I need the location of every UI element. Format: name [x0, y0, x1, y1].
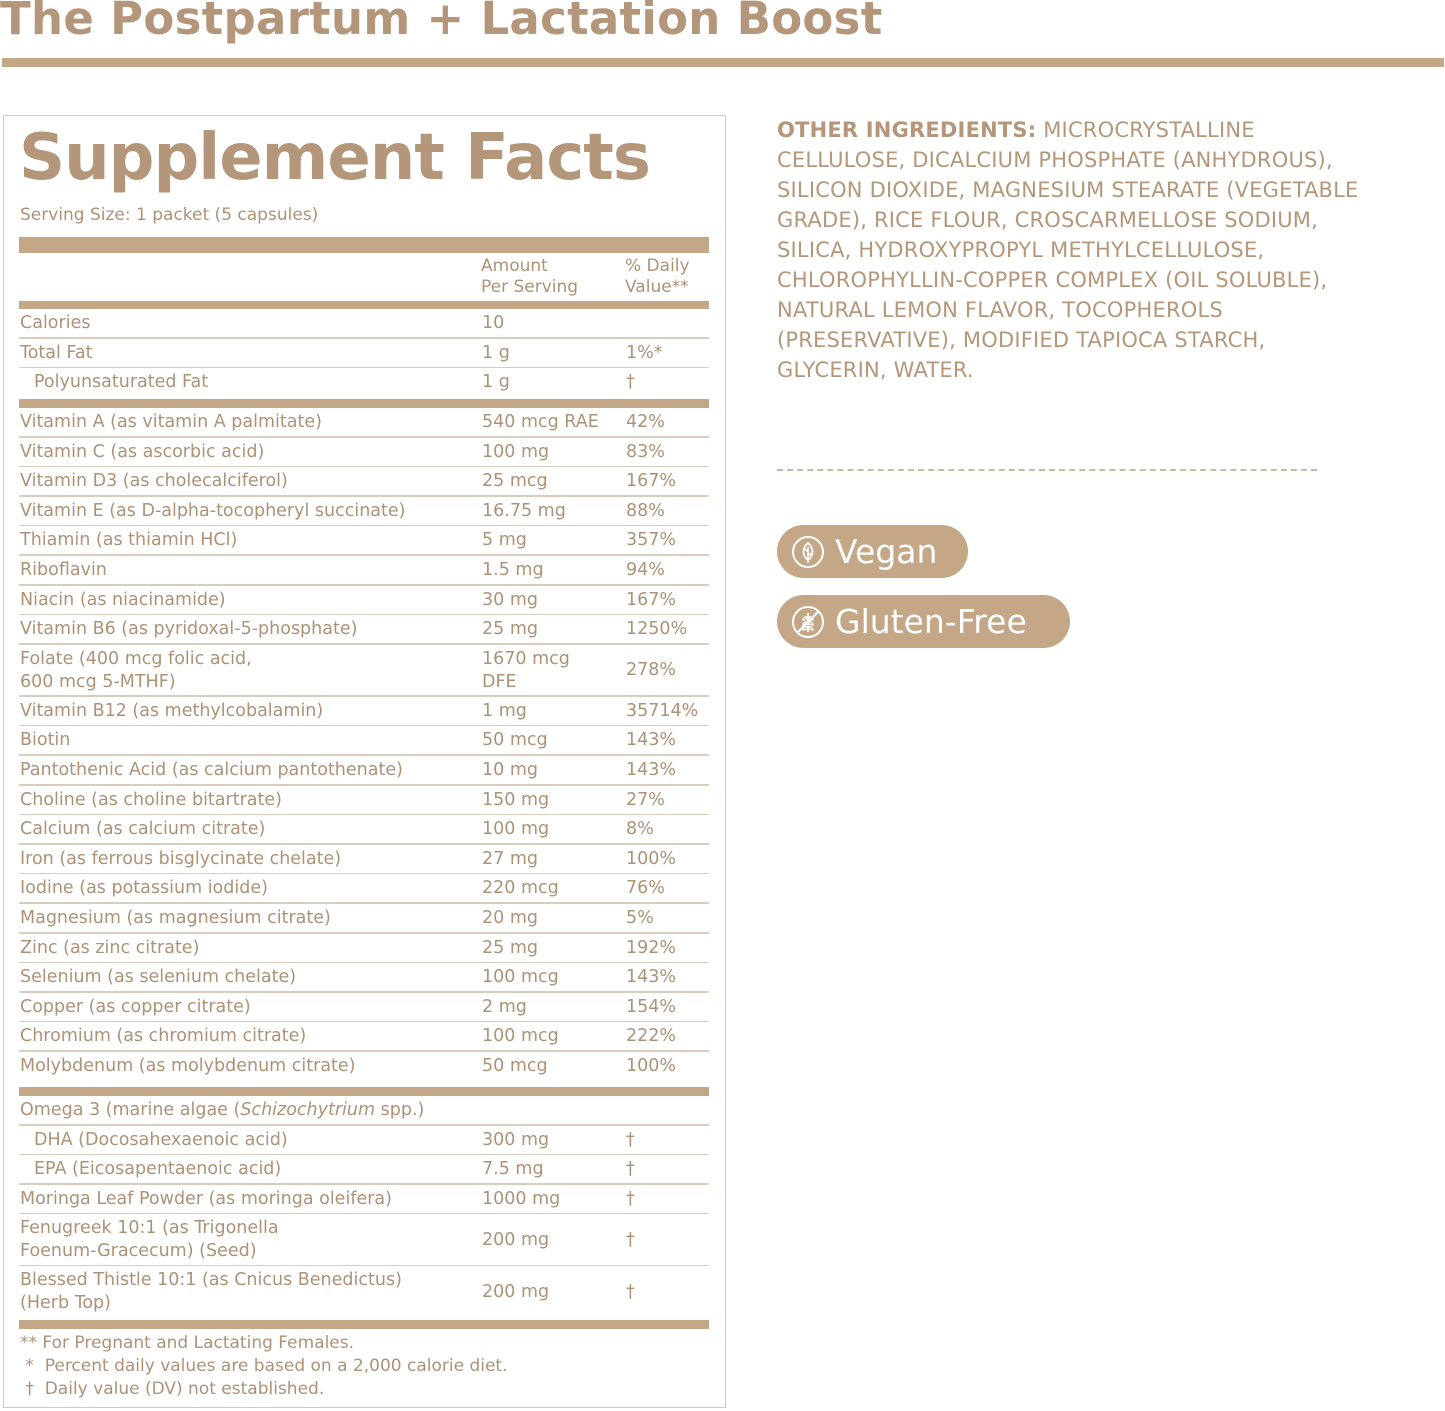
- nutrient-daily-value: 27%: [626, 789, 665, 810]
- nutrient-daily-value: 100%: [626, 1056, 677, 1076]
- nutrient-name-line: Biotin: [20, 730, 71, 751]
- nutrient-amount: [482, 818, 549, 841]
- nutrient-name-line: Blessed Thistle 10:1 (as Cnicus Benedictus): [20, 1270, 402, 1291]
- nutrient-name: [20, 441, 264, 464]
- nutrient-amount-line: 1 g: [482, 372, 510, 393]
- column-header-amount: [481, 256, 578, 298]
- table-row: [19, 408, 709, 438]
- nutrient-daily-value: 357%: [626, 530, 677, 551]
- nutrient-name: [34, 1129, 288, 1152]
- nutrient-name-line: Vitamin A (as vitamin A palmitate): [20, 412, 322, 432]
- nutrient-amount-line: 2 mg: [482, 996, 527, 1017]
- nutrient-name-line: Copper (as copper citrate): [20, 996, 251, 1017]
- table-row: [19, 786, 709, 816]
- nutrient-name-line: Foenum-Gracecum) (Seed): [20, 1241, 257, 1262]
- nutrient-name-line: EPA (Eicosapentaenoic acid): [34, 1159, 282, 1180]
- table-row: [19, 309, 709, 339]
- nutrient-name-part: Omega 3 (marine algae (: [20, 1100, 241, 1120]
- nutrient-name: [20, 500, 406, 523]
- nutrient-daily-value: 76%: [626, 878, 665, 899]
- footnote: † Daily value (DV) not established.: [20, 1379, 325, 1399]
- nutrient-amount: [482, 996, 527, 1019]
- wheat-icon: [791, 605, 825, 639]
- table-row: [19, 726, 709, 756]
- nutrient-name-line: Selenium (as selenium chelate): [20, 967, 297, 988]
- nutrient-name-line: Thiamin (as thiamin HCl): [20, 530, 238, 551]
- nutrient-name: [20, 1188, 392, 1211]
- nutrient-amount: [482, 1229, 549, 1252]
- nutrient-amount: [482, 500, 566, 523]
- nutrient-daily-value: 154%: [626, 996, 677, 1017]
- table-row: [19, 874, 709, 904]
- nutrient-amount: [482, 729, 548, 752]
- nutrient-amount-line: 16.75 mg: [482, 500, 566, 521]
- nutrient-name: [20, 907, 331, 930]
- table-row: [19, 556, 709, 586]
- nutrient-name: [20, 312, 90, 335]
- nutrient-name-part: spp.): [375, 1100, 425, 1120]
- nutrient-amount-line: 50 mcg: [482, 1056, 548, 1076]
- nutrient-daily-value: 143%: [626, 730, 677, 751]
- other-ingredients-text: MICROCRYSTALLINE CELLULOSE, DICALCIUM PHOSPHATE (ANHYDROUS), SILICON DIOXIDE, MAGNESIUM STEARATE (VEGETABLE GRADE), RICE FLOUR, CROSCARMELLOSE SODIUM, SILICA, HYDROXYPROPYL METHYLCELLULOSE, CHLOROPHYLLIN-COPPER COMPLEX (OIL SOLUBLE), NATURAL LEMON FLAVOR, TOCOPHEROLS (PRESERVATIVE), MODIFIED TAPIOCA STARCH, GLYCERIN, WATER.: [777, 118, 1359, 382]
- nutrient-amount: [482, 1188, 560, 1211]
- nutrient-daily-value: 100%: [626, 848, 677, 869]
- nutrient-name: [20, 877, 268, 900]
- nutrient-name-line: Vitamin E (as D-alpha-tocopheryl succinate): [20, 500, 406, 521]
- nutrient-name: [20, 470, 288, 493]
- nutrient-amount: [482, 966, 559, 989]
- other-ingredients-label: OTHER INGREDIENTS:: [777, 118, 1037, 142]
- nutrient-amount: [482, 1129, 549, 1152]
- table-row: [19, 756, 709, 786]
- table-row: [19, 615, 709, 645]
- nutrient-name-line: Pantothenic Acid (as calcium pantothenate): [20, 760, 403, 780]
- table-row: [19, 526, 709, 556]
- gluten-free-badge-label: Gluten-Free: [835, 602, 1027, 641]
- nutrient-daily-value: †: [626, 372, 635, 393]
- nutrient-amount-line: 1000 mg: [482, 1188, 561, 1209]
- nutrient-amount-line: 200 mg: [482, 1281, 550, 1302]
- nutrient-name-line: (Herb Top): [20, 1293, 111, 1314]
- nutrient-name: [20, 996, 251, 1019]
- nutrient-amount-line: 30 mg: [482, 589, 538, 610]
- nutrient-amount: [482, 529, 527, 552]
- nutrient-name: [20, 818, 265, 841]
- nutrient-amount: [482, 589, 538, 612]
- nutrient-amount: [482, 371, 510, 394]
- nutrient-daily-value: 5%: [626, 908, 654, 928]
- nutrient-daily-value: 167%: [626, 471, 677, 492]
- nutrient-daily-value: 1%*: [626, 342, 663, 363]
- footnotes: [20, 1332, 508, 1401]
- nutrient-amount: [482, 441, 549, 464]
- nutrient-amount: [482, 1158, 544, 1181]
- nutrient-name: [20, 1269, 402, 1315]
- nutrient-name: [20, 1025, 306, 1048]
- table-row: [19, 904, 709, 934]
- nutrient-name: [20, 729, 70, 752]
- nutrient-daily-value: 83%: [626, 441, 665, 462]
- title-rule: [2, 58, 1444, 67]
- nutrient-name: [20, 1055, 356, 1078]
- table-row: [19, 1096, 709, 1126]
- column-header-amount-line1: Amount: [481, 256, 548, 276]
- footnote: ** For Pregnant and Lactating Females.: [20, 1333, 355, 1353]
- nutrient-amount-line: 150 mg: [482, 789, 550, 810]
- table-row: [19, 339, 709, 369]
- table-row: [19, 815, 709, 845]
- nutrient-amount-line: DFE: [482, 671, 517, 692]
- nutrient-amount-line: 220 mcg: [482, 878, 559, 899]
- leaf-icon: [791, 535, 825, 569]
- nutrient-daily-value: 278%: [626, 660, 677, 681]
- nutrient-amount-line: 300 mg: [482, 1129, 550, 1150]
- nutrient-name: [20, 848, 341, 871]
- nutrient-amount: [482, 789, 549, 812]
- section-divider-vitamins: [19, 1087, 709, 1096]
- table-row: [19, 963, 709, 993]
- nutrient-amount: [482, 907, 538, 930]
- nutrient-amount: [482, 342, 510, 365]
- nutrient-amount-line: 25 mcg: [482, 471, 548, 492]
- nutrient-amount: [482, 877, 559, 900]
- nutrient-daily-value: †: [626, 1281, 635, 1302]
- nutrient-name-italic: Schizochytrium: [240, 1100, 376, 1120]
- nutrient-daily-value: †: [626, 1188, 635, 1209]
- nutrient-name: [20, 1217, 279, 1263]
- nutrient-name: [20, 700, 323, 723]
- nutrient-amount-line: 200 mg: [482, 1229, 550, 1250]
- nutrient-amount-line: 540 mcg RAE: [482, 412, 599, 432]
- nutrient-amount-line: 100 mg: [482, 441, 550, 462]
- nutrient-amount-line: 100 mg: [482, 819, 550, 840]
- footnote: * Percent daily values are based on a 2,000 calorie diet.: [20, 1356, 508, 1376]
- nutrient-amount: [482, 937, 538, 960]
- nutrient-name-line: Fenugreek 10:1 (as Trigonella: [20, 1218, 279, 1239]
- nutrient-daily-value: 192%: [626, 937, 677, 958]
- nutrient-amount: [482, 1025, 559, 1048]
- nutrient-name-line: Total Fat: [20, 342, 93, 363]
- nutrient-amount-line: 1670 mcg: [482, 648, 570, 669]
- nutrient-amount-line: 25 mg: [482, 619, 538, 640]
- nutrient-daily-value: 88%: [626, 500, 665, 521]
- nutrient-amount: [482, 559, 544, 582]
- nutrient-name-line: Niacin (as niacinamide): [20, 589, 226, 610]
- nutrient-daily-value: 143%: [626, 967, 677, 988]
- nutrient-daily-value: 143%: [626, 760, 677, 780]
- other-ingredients: [777, 115, 1377, 385]
- nutrient-name: [20, 648, 252, 694]
- nutrient-name-line: Vitamin D3 (as cholecalciferol): [20, 471, 288, 492]
- vegan-badge: [777, 525, 968, 578]
- table-row: [19, 1155, 709, 1185]
- table-row: [19, 993, 709, 1023]
- nutrient-amount: [482, 759, 538, 782]
- nutrient-name-line: Iron (as ferrous bisglycinate chelate): [20, 848, 342, 869]
- nutrient-amount-line: 1.5 mg: [482, 560, 544, 580]
- nutrient-daily-value: †: [626, 1159, 635, 1180]
- nutrient-daily-value: 42%: [626, 412, 665, 432]
- nutrient-name-line: Zinc (as zinc citrate): [20, 937, 200, 958]
- nutrient-name: [34, 1158, 281, 1181]
- nutrient-amount-line: 20 mg: [482, 908, 538, 928]
- table-row: [19, 845, 709, 875]
- section-divider-bottom: [19, 1320, 709, 1329]
- table-row: [19, 934, 709, 964]
- nutrient-name-line: Magnesium (as magnesium citrate): [20, 908, 331, 928]
- nutrient-daily-value: 222%: [626, 1026, 677, 1047]
- nutrient-daily-value: †: [626, 1229, 635, 1250]
- column-header-amount-line2: Per Serving: [481, 277, 579, 297]
- nutrient-amount: [482, 470, 548, 493]
- table-row: [19, 368, 709, 398]
- nutrient-daily-value: 167%: [626, 589, 677, 610]
- nutrient-amount-line: 27 mg: [482, 848, 538, 869]
- nutrient-name: [20, 618, 357, 641]
- nutrient-name-line: DHA (Docosahexaenoic acid): [34, 1129, 288, 1150]
- nutrient-name-line: Moringa Leaf Powder (as moringa oleifera): [20, 1188, 392, 1209]
- vegan-badge-label: Vegan: [835, 532, 938, 571]
- nutrient-name-line: Choline (as choline bitartrate): [20, 789, 282, 810]
- nutrient-daily-value: 1250%: [626, 619, 688, 640]
- column-header-dv-line1: % Daily: [625, 256, 690, 276]
- nutrient-amount: [482, 312, 504, 335]
- header-bar-thick: [19, 237, 709, 253]
- nutrient-amount-line: 10 mg: [482, 760, 538, 780]
- nutrient-amount: [482, 848, 538, 871]
- table-row: [19, 1052, 709, 1082]
- nutrient-name-line: Vitamin B12 (as methylcobalamin): [20, 700, 324, 721]
- nutrient-daily-value: 94%: [626, 560, 665, 580]
- nutrient-amount-line: 1 g: [482, 342, 510, 363]
- nutrient-amount: [482, 648, 570, 694]
- nutrient-name-line: Iodine (as potassium iodide): [20, 878, 268, 899]
- nutrient-amount-line: 1 mg: [482, 700, 527, 721]
- nutrient-amount: [482, 618, 538, 641]
- nutrient-name-line: Calcium (as calcium citrate): [20, 819, 266, 840]
- nutrient-amount: [482, 700, 527, 723]
- serving-size: Serving Size: 1 packet (5 capsules): [20, 205, 319, 225]
- nutrient-amount-line: 5 mg: [482, 530, 527, 551]
- nutrient-name-line: Vitamin B6 (as pyridoxal-5-phosphate): [20, 619, 358, 640]
- nutrient-daily-value: 8%: [626, 819, 654, 840]
- nutrient-amount-line: 10: [482, 313, 505, 333]
- nutrient-daily-value: 35714%: [626, 700, 699, 721]
- nutrient-name-line: Vitamin C (as ascorbic acid): [20, 441, 265, 462]
- nutrient-name: [20, 1099, 424, 1122]
- table-row: [19, 1022, 709, 1052]
- table-row: [19, 1126, 709, 1156]
- table-row: [19, 1185, 709, 1215]
- nutrient-name-line: Chromium (as chromium citrate): [20, 1026, 307, 1047]
- nutrient-amount-line: 100 mcg: [482, 1026, 559, 1047]
- nutrient-name: [20, 966, 296, 989]
- nutrient-name-line: Riboflavin: [20, 560, 107, 580]
- nutrient-name: [20, 789, 282, 812]
- nutrient-amount-line: 25 mg: [482, 937, 538, 958]
- nutrient-name-line: Molybdenum (as molybdenum citrate): [20, 1056, 356, 1076]
- table-row: [19, 1266, 709, 1318]
- nutrient-name: [20, 759, 403, 782]
- nutrient-name: [20, 937, 199, 960]
- section-divider-fat: [19, 399, 709, 408]
- table-row: [19, 1214, 709, 1266]
- nutrient-amount: [482, 1281, 549, 1304]
- column-header-dv-line2: Value**: [625, 277, 689, 297]
- header-bar-thin: [19, 301, 709, 309]
- page-title: The Postpartum + Lactation Boost: [0, 0, 883, 45]
- table-row: [19, 645, 709, 697]
- nutrient-amount-line: 7.5 mg: [482, 1159, 544, 1180]
- gluten-free-badge: [777, 595, 1070, 648]
- nutrient-name: [34, 371, 208, 394]
- nutrient-name: [20, 589, 226, 612]
- nutrient-name-line: 600 mcg 5-MTHF): [20, 671, 176, 692]
- table-row: [19, 497, 709, 527]
- nutrient-name: [20, 529, 237, 552]
- nutrient-name: [20, 342, 92, 365]
- nutrient-amount-line: 100 mcg: [482, 967, 559, 988]
- table-row: [19, 467, 709, 497]
- dashed-divider: [777, 469, 1317, 471]
- nutrient-amount-line: 50 mcg: [482, 730, 548, 751]
- table-row: [19, 586, 709, 616]
- column-header-daily-value: [625, 256, 690, 298]
- nutrient-name-line: Polyunsaturated Fat: [34, 372, 209, 393]
- nutrient-daily-value: †: [626, 1129, 635, 1150]
- nutrient-name: [20, 411, 322, 434]
- nutrient-name-line: Folate (400 mcg folic acid,: [20, 648, 252, 669]
- supplement-facts-panel: [3, 115, 726, 1408]
- nutrient-amount: [482, 411, 599, 434]
- nutrient-amount: [482, 1055, 548, 1078]
- table-row: [19, 697, 709, 727]
- nutrient-name: [20, 559, 107, 582]
- facts-heading: Supplement Facts: [19, 121, 650, 195]
- table-row: [19, 438, 709, 468]
- nutrient-name-line: Calories: [20, 313, 91, 333]
